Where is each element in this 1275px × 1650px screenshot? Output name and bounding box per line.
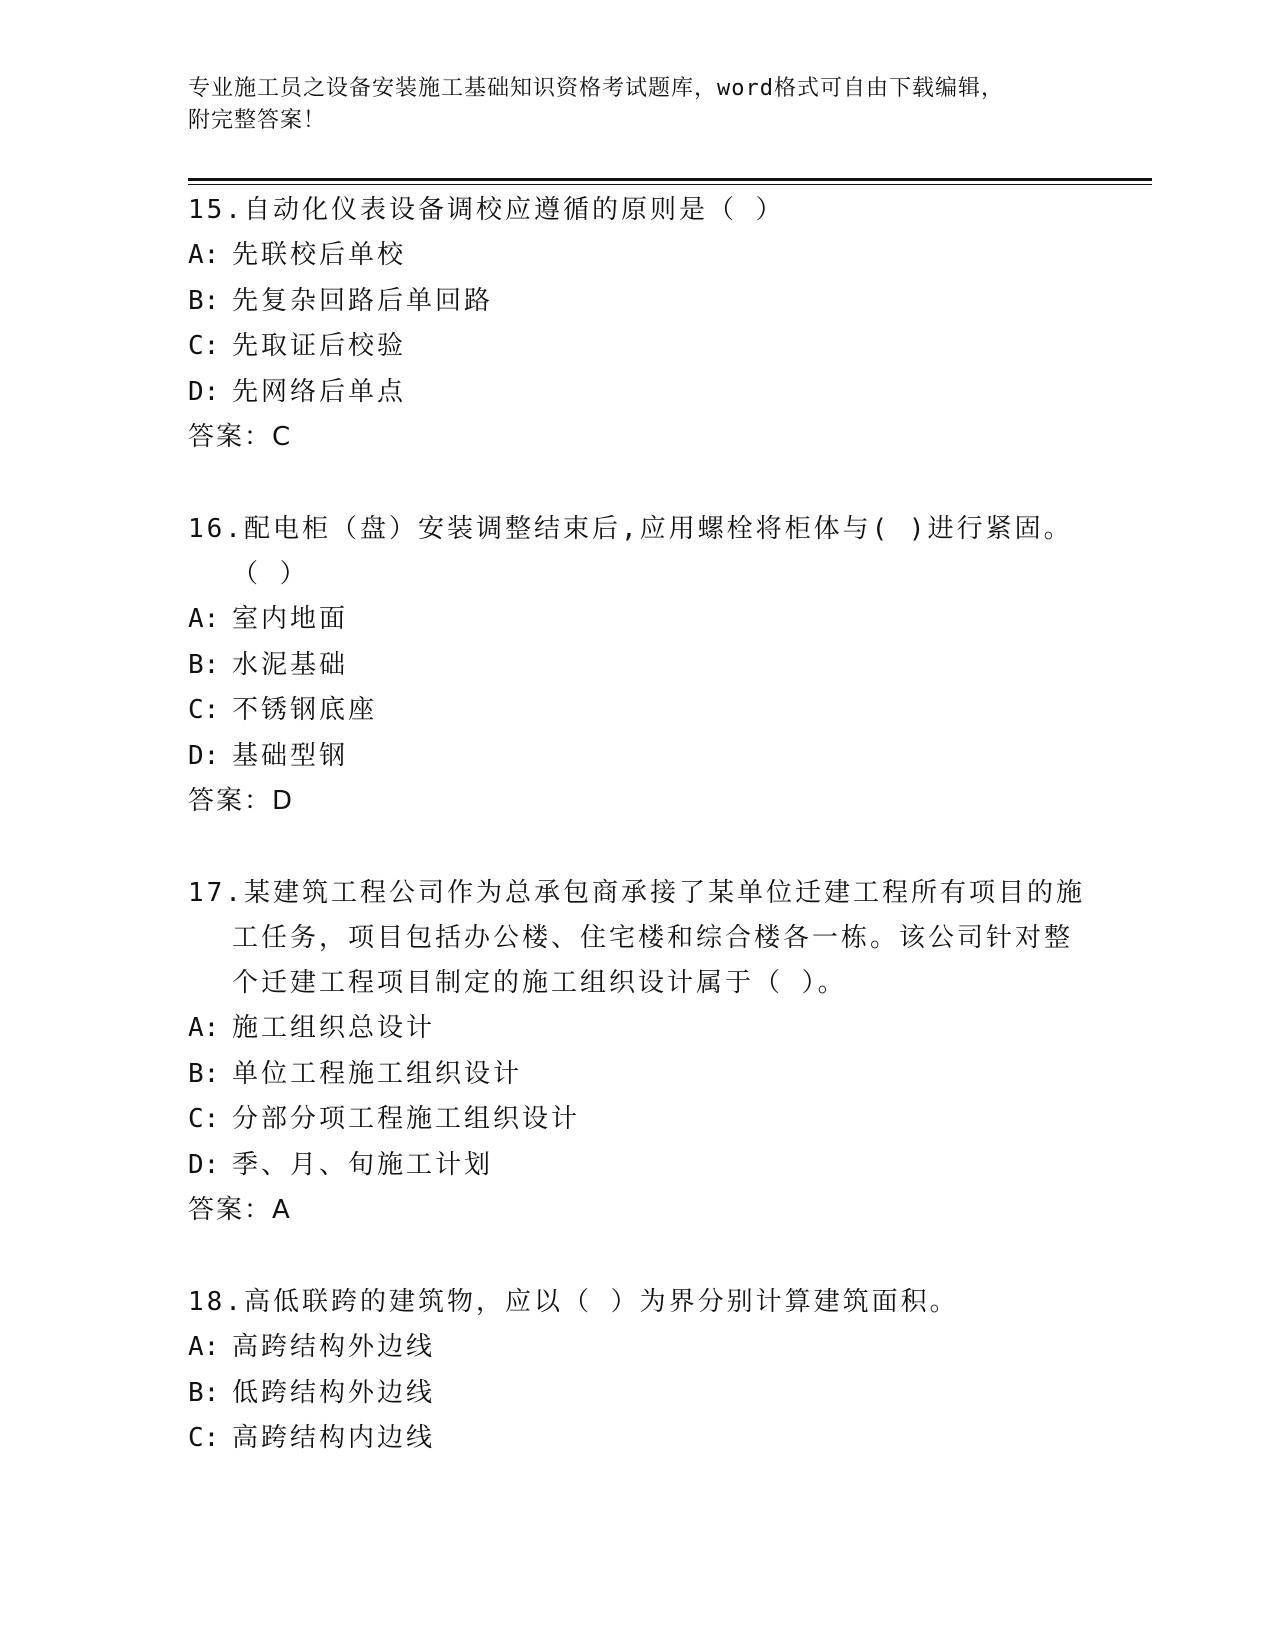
option-text: 基础型钢 (232, 740, 349, 771)
question-stem: 17.某建筑工程公司作为总承包商承接了某单位迁建工程所有项目的施工任务，项目包括办公楼、住宅楼和综合楼各一栋。该公司针对整个迁建工程项目制定的施工组织设计属于（ ）。 (188, 878, 1085, 998)
option-text: 不锈钢底座 (232, 695, 378, 725)
option-letter: B: (188, 649, 220, 680)
option-c (188, 688, 1088, 734)
option-a (188, 597, 1088, 643)
option-text: 低跨结构外边线 (232, 1377, 436, 1408)
option-text: 高跨结构内边线 (232, 1423, 436, 1453)
option-letter: C: (188, 1104, 220, 1134)
option-c (188, 1097, 1088, 1143)
option-text: 分部分项工程施工组织设计 (232, 1104, 581, 1134)
option-letter: A: (188, 604, 220, 634)
option-letter: B: (188, 285, 220, 316)
option-letter: C: (188, 331, 220, 361)
option-text: 先复杂回路后单回路 (232, 285, 494, 316)
option-b (188, 1052, 1088, 1098)
question-18 (188, 1280, 1088, 1462)
option-d (188, 370, 1088, 416)
option-c (188, 324, 1088, 370)
option-b (188, 643, 1088, 689)
answer-line: 答案：A (188, 1195, 292, 1225)
option-letter: A: (188, 240, 220, 270)
answer-line: 答案：C (188, 422, 293, 452)
option-a (188, 1006, 1088, 1052)
option-text: 高跨结构外边线 (232, 1332, 436, 1362)
question-15 (188, 188, 1088, 460)
option-text: 先网络后单点 (232, 376, 407, 407)
option-c (188, 1416, 1088, 1462)
option-text: 先取证后校验 (232, 331, 407, 361)
option-letter: A: (188, 1013, 220, 1043)
option-letter: C: (188, 695, 220, 725)
question-stem: 16.配电柜（盘）安装调整结束后,应用螺栓将柜体与( )进行紧固。（ ） (188, 514, 1073, 589)
header-line-2: 附完整答案！ (188, 108, 327, 133)
option-letter: D: (188, 376, 220, 407)
option-letter: C: (188, 1423, 220, 1453)
option-b (188, 279, 1088, 325)
question-list (188, 188, 1088, 1462)
question-stem: 18.高低联跨的建筑物，应以（ ）为界分别计算建筑面积。 (188, 1287, 959, 1317)
question-stem: 15.自动化仪表设备调校应遵循的原则是（ ） (188, 195, 785, 225)
option-text: 单位工程施工组织设计 (232, 1058, 523, 1089)
document-header (188, 73, 1088, 137)
option-a (188, 233, 1088, 279)
answer-line: 答案：D (188, 786, 295, 816)
option-d (188, 734, 1088, 780)
option-text: 水泥基础 (232, 649, 349, 680)
option-d (188, 1143, 1088, 1189)
option-letter: D: (188, 1149, 220, 1180)
option-letter: B: (188, 1058, 220, 1089)
option-letter: D: (188, 740, 220, 771)
header-line-1: 专业施工员之设备安装施工基础知识资格考试题库，word格式可自由下载编辑， (188, 76, 1004, 101)
option-text: 室内地面 (232, 604, 349, 634)
option-text: 先联校后单校 (232, 240, 407, 270)
header-divider-thin (188, 184, 1152, 185)
option-b (188, 1371, 1088, 1417)
question-16 (188, 507, 1088, 824)
header-divider-thick (188, 178, 1152, 181)
option-letter: A: (188, 1332, 220, 1362)
question-spacer (188, 460, 1088, 507)
option-a (188, 1325, 1088, 1371)
option-letter: B: (188, 1377, 220, 1408)
option-text: 施工组织总设计 (232, 1013, 436, 1043)
option-text: 季、月、旬施工计划 (232, 1149, 494, 1180)
question-17 (188, 871, 1088, 1233)
question-spacer (188, 1233, 1088, 1280)
question-spacer (188, 824, 1088, 871)
